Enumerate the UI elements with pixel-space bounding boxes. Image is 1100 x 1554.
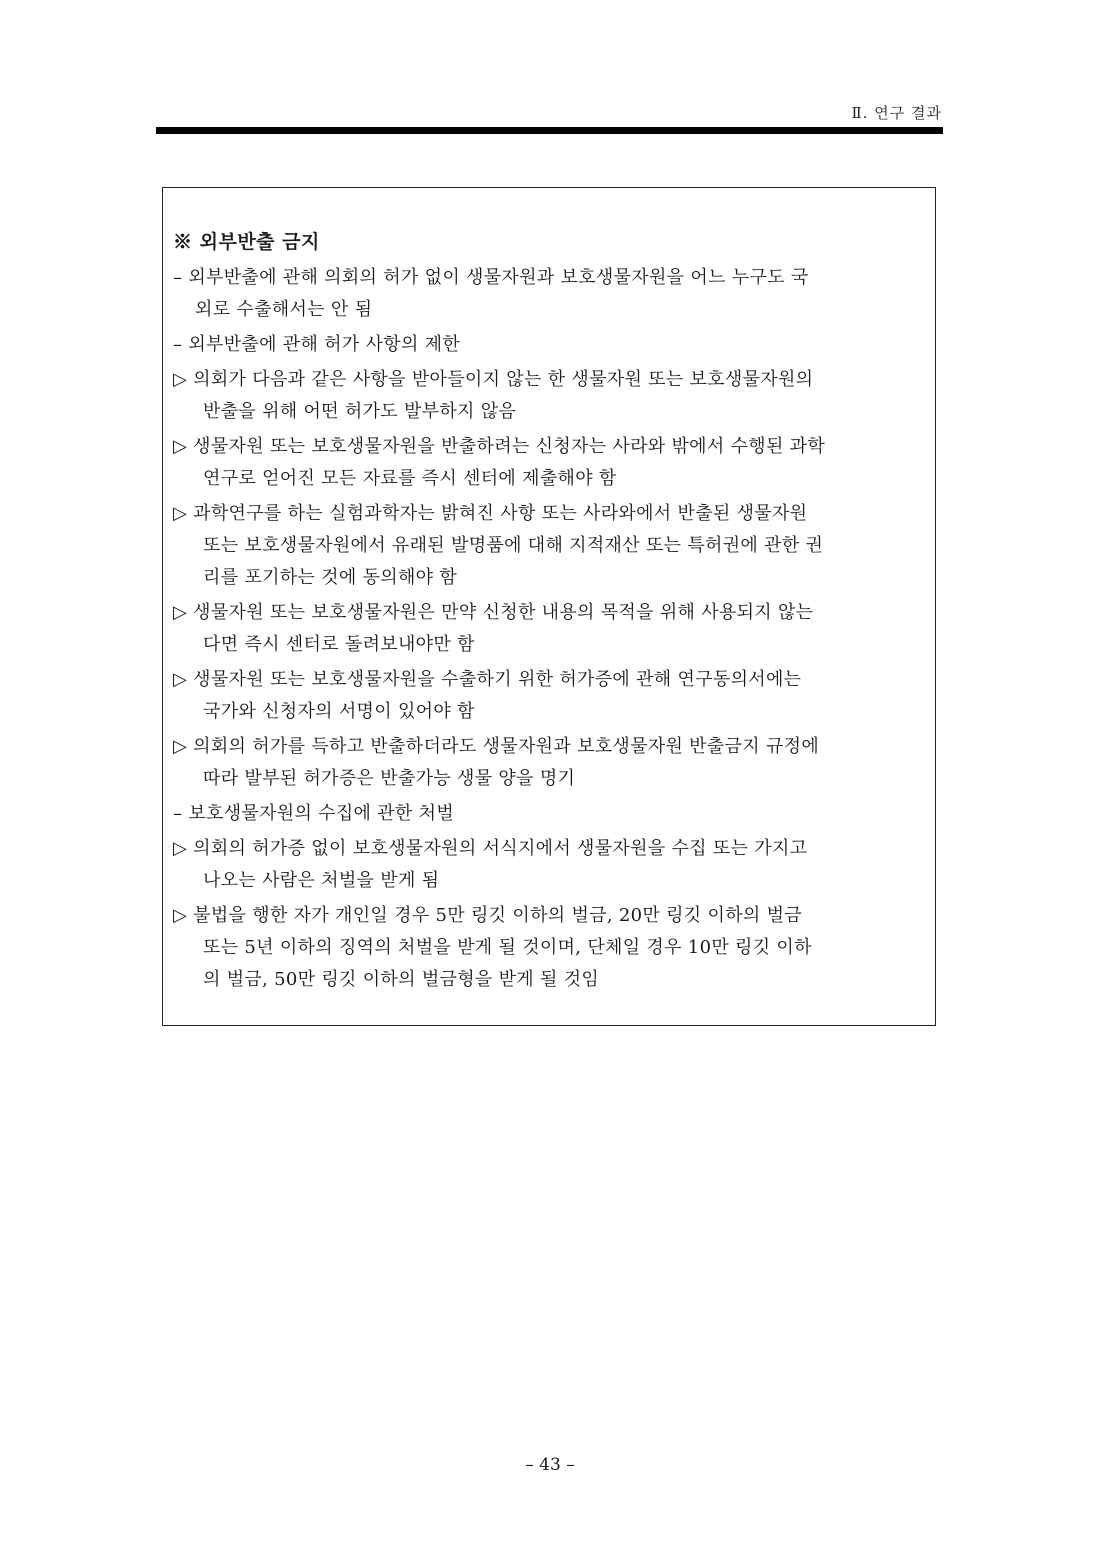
box-line: – 외부반출에 관해 허가 사항의 제한 <box>173 334 461 355</box>
box-line: 따라 발부된 허가증은 반출가능 생물 양을 명기 <box>203 768 576 789</box>
box-title: ※ 외부반출 금지 <box>173 231 320 253</box>
box-line: 반출을 위해 어떤 허가도 발부하지 않음 <box>203 401 517 422</box>
box-line: 연구로 얻어진 모든 자료를 즉시 센터에 제출해야 함 <box>203 468 617 489</box>
box-line: 또는 5년 이하의 징역의 처벌을 받게 될 것이며, 단체일 경우 10만 링깃 이하 <box>203 937 812 958</box>
box-line: ▷ 불법을 행한 자가 개인일 경우 5만 링깃 이하의 벌금, 20만 링깃 이하의 벌금 <box>173 905 802 926</box>
box-line: ▷ 생물자원 또는 보호생물자원을 수출하기 위한 허가증에 관해 연구동의서에는 <box>173 669 802 690</box>
box-line: – 보호생물자원의 수집에 관한 처벌 <box>173 803 455 824</box>
box-line: – 외부반출에 관해 의회의 허가 없이 생물자원과 보호생물자원을 어느 누구도 국 <box>173 267 809 288</box>
box-line: ▷ 생물자원 또는 보호생물자원은 만약 신청한 내용의 목적을 위해 사용되지 않는 <box>173 602 814 623</box>
box-line: 국가와 신청자의 서명이 있어야 함 <box>203 701 475 722</box>
box-line: ▷ 과학연구를 하는 실험과학자는 밝혀진 사항 또는 사라와에서 반출된 생물자원 <box>173 503 808 524</box>
box-line: 의 벌금, 50만 링깃 이하의 벌금형을 받게 될 것임 <box>203 969 600 990</box>
page-number: – 43 – <box>525 1455 575 1475</box>
box-line: ▷ 의회의 허가증 없이 보호생물자원의 서식지에서 생물자원을 수집 또는 가지고 <box>173 838 808 859</box>
box-line: ▷ 생물자원 또는 보호생물자원을 반출하려는 신청자는 사라와 밖에서 수행된 과학 <box>173 436 826 457</box>
box-line: 리를 포기하는 것에 동의해야 함 <box>203 567 458 588</box>
header-rule <box>156 127 943 134</box>
box-line: ▷ 의회의 허가를 득하고 반출하더라도 생물자원과 보호생물자원 반출금지 규정에 <box>173 736 820 757</box>
box-line: 다면 즉시 센터로 돌려보내야만 함 <box>203 634 475 655</box>
box-line: 또는 보호생물자원에서 유래된 발명품에 대해 지적재산 또는 특허권에 관한 권 <box>203 535 824 556</box>
running-header: Ⅱ. 연구 결과 <box>851 104 942 122</box>
box-line: 외로 수출해서는 안 됨 <box>195 299 373 320</box>
box-line: 나오는 사람은 처벌을 받게 됨 <box>203 870 440 891</box>
box-line: ▷ 의회가 다음과 같은 사항을 받아들이지 않는 한 생물자원 또는 보호생물자원의 <box>173 369 814 390</box>
